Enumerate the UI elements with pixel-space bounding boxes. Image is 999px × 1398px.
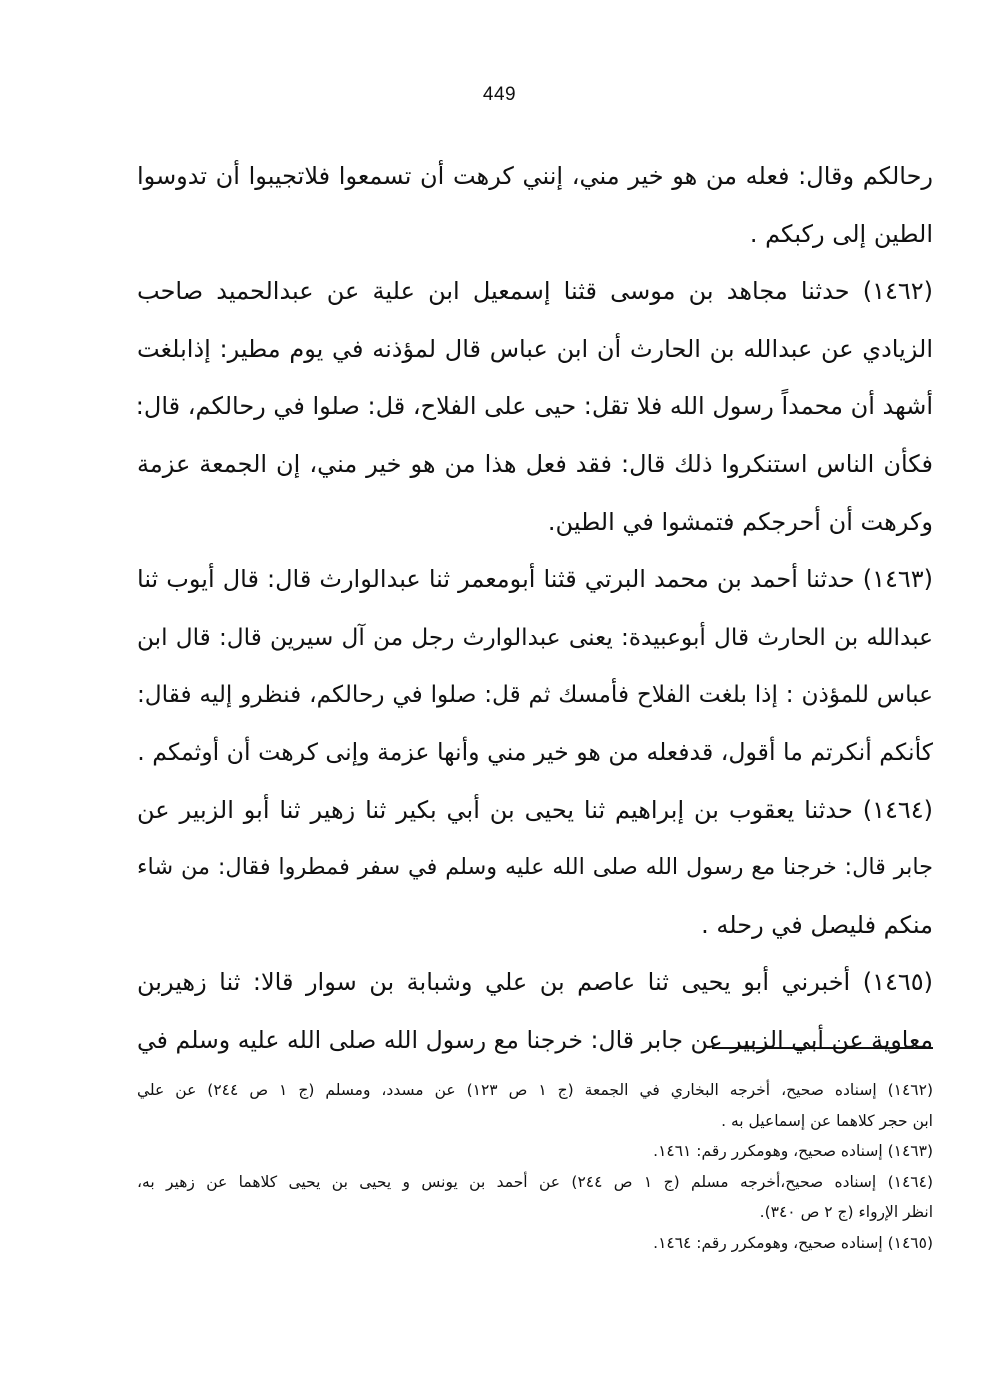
footnote-line: (١٤٦٤) إسناده صحيح،أخرجه مسلم (ج ١ ص ٢٤٤) عن أحمد بن يونس و يحيى بن يحيى كلاهما عن زهير به، — [137, 1172, 933, 1191]
text-line: وكرهت أن أحرجكم فتمشوا في الطين. — [547, 507, 933, 536]
footnote-line: (١٤٦٣) إسناده صحيح، وهومكرر رقم: ١٤٦١. — [653, 1142, 933, 1160]
text-line: (١٤٦٥) أخبرني أبو يحيى ثنا عاصم بن علي وشبابة بن سوار قالا: ثنا زهيربن — [137, 968, 933, 997]
text-line: أشهد أن محمداً رسول الله فلا تقل: حيى على الفلاح، قل: صلوا في رحالكم، قال: — [135, 392, 933, 421]
text-line: معاوية عن أبي الزبير عن جابر قال: خرجنا مع رسول الله صلى الله عليه وسلم في — [137, 1025, 933, 1054]
text-line: عباس للمؤذن : إذا بلغت الفلاح فأمسك ثم قل: صلوا في رحالكم، فنظرو إليه فقال: — [137, 681, 933, 709]
text-line: (١٤٦٣) حدثنا أحمد بن محمد البرتي قثنا أبومعمر ثنا عبدالوارث قال: قال أيوب ثنا — [137, 565, 933, 594]
footnote-line: (١٤٦٥) إسناده صحيح، وهومكرر رقم: ١٤٦٤. — [653, 1233, 933, 1252]
footnote-line: انظر الإرواء (ج ٢ ص ٣٤٠). — [759, 1203, 933, 1221]
page-number: 449 — [482, 84, 517, 105]
text-line: فكأن الناس استنكروا ذلك قال: فقد فعل هذا من هو خير مني، إن الجمعة عزمة — [137, 449, 933, 478]
footnote-line: (١٤٦٢) إسناده صحيح، أخرجه البخاري في الجمعة (ج ١ ص ١٢٣) عن مسدد، ومسلم (ج ١ ص ٢٤٤) عن علي — [137, 1081, 934, 1099]
text-line: الطين إلى ركبكم . — [749, 219, 933, 248]
text-line: جابر قال: خرجنا مع رسول الله صلى الله عليه وسلم في سفر فمطروا فقال: من شاء — [137, 854, 933, 881]
footnotes — [137, 1075, 933, 1258]
text-line: رحالكم وقال: فعله من هو خير مني، إنني كرهت أن تسمعوا فلاتجيبوا أن تدوسوا — [137, 162, 933, 190]
footnote-line: ابن حجر كلاهما عن إسماعيل به . — [721, 1111, 933, 1130]
text-line: الزيادي عن عبدالله بن الحارث أن ابن عباس قال لمؤذنه في يوم مطير: إذابلغت — [137, 334, 933, 363]
text-line: عبدالله بن الحارث قال أبوعبيدة: يعنى عبدالوارث رجل من آل سيرين قال: قال ابن — [137, 623, 933, 651]
text-line: منكم فليصل في رحله . — [701, 910, 933, 939]
main-text — [137, 148, 933, 1070]
text-line: (١٤٦٢) حدثنا مجاهد بن موسى قثنا إسمعيل ابن علية عن عبدالحميد صاحب — [137, 277, 933, 306]
text-line: (١٤٦٤) حدثنا يعقوب بن إبراهيم ثنا يحيى بن أبي بكير ثنا زهير ثنا أبو الزبير عن — [137, 795, 933, 824]
text-line: كأنكم أنكرتم ما أقول، قدفعله من هو خير مني وأنها عزمة وإنى كرهت أن أوثمكم . — [137, 737, 933, 766]
footnote-separator — [712, 1047, 933, 1049]
